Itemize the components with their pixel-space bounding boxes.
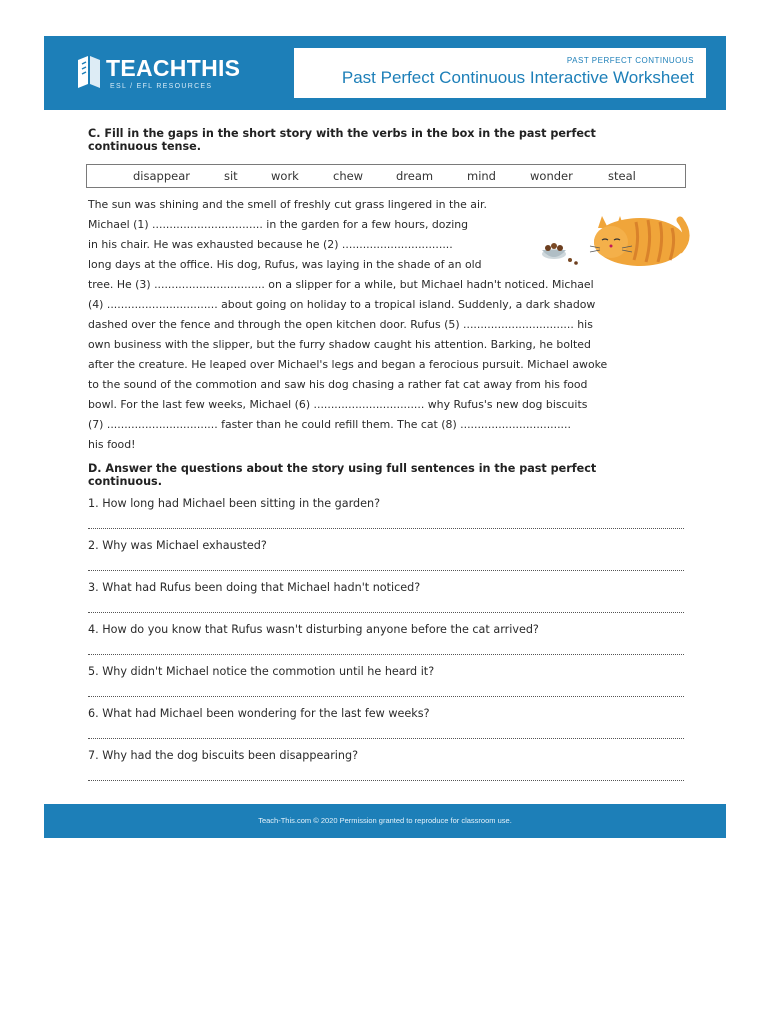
footer-copyright: Teach-This.com © 2020 Permission granted to reproduce for classroom use. (258, 816, 512, 825)
book-logo-icon (74, 54, 104, 90)
story-line: Michael (1) ................................ in the garden for a few hours, dozing (88, 218, 469, 231)
title-kicker: PAST PERFECT CONTINUOUS (566, 56, 694, 65)
worksheet-page (44, 36, 726, 838)
question-7: 7. Why had the dog biscuits been disappearing? (88, 749, 359, 762)
answer-line-5[interactable] (88, 696, 684, 697)
section-d-heading-line1: D. Answer the questions about the story using full sentences in the past perfect (88, 462, 597, 475)
story-line: (7) ................................ faster than he could refill them. The cat (8) ................................ (88, 418, 571, 431)
verb-chew: chew (333, 169, 364, 183)
question-1: 1. How long had Michael been sitting in the garden? (88, 497, 381, 510)
story-line: bowl. For the last few weeks, Michael (6) ................................ why Rufus's new dog biscuits (88, 398, 588, 411)
story-line: own business with the slipper, but the furry shadow caught his attention. Barking, he bolted (88, 338, 591, 351)
story-line: (4) ................................ about going on holiday to a tropical island. Suddenly, a dark shadow (88, 298, 596, 311)
verb-work: work (271, 169, 299, 183)
teachthis-logo[interactable] (64, 48, 242, 98)
verb-mind: mind (467, 169, 496, 183)
verb-dream: dream (396, 169, 434, 183)
story-line: his food! (88, 438, 136, 451)
page-title: Past Perfect Continuous Interactive Worksheet (341, 68, 694, 87)
answer-line-7[interactable] (88, 780, 684, 781)
verb-steal: steal (608, 169, 636, 183)
verb-box (86, 164, 686, 188)
question-4: 4. How do you know that Rufus wasn't disturbing anyone before the cat arrived? (88, 623, 539, 636)
question-5: 5. Why didn't Michael notice the commotion until he heard it? (88, 665, 435, 678)
answer-line-1[interactable] (88, 528, 684, 529)
title-box (294, 48, 706, 98)
story-line: dashed over the fence and through the open kitchen door. Rufus (5) ................................ his (88, 318, 593, 331)
story-line: long days at the office. His dog, Rufus, was laying in the shade of an old (88, 258, 482, 271)
story-line: in his chair. He was exhausted because he (2) ................................ (88, 238, 453, 251)
section-d-heading-line2: continuous. (88, 475, 162, 488)
question-6: 6. What had Michael been wondering for the last few weeks? (88, 707, 430, 720)
verb-wonder: wonder (530, 169, 573, 183)
header-band (44, 36, 726, 110)
cat-with-food-bowl-illustration (540, 200, 690, 276)
story-line: tree. He (3) ................................ on a slipper for a while, but Michael hadn't noticed. Michael (88, 278, 594, 291)
answer-line-4[interactable] (88, 654, 684, 655)
logo-tagline: ESL / EFL RESOURCES (110, 83, 213, 90)
section-c-heading-line2: continuous tense. (88, 140, 201, 153)
story-line: to the sound of the commotion and saw his dog chasing a rather fat cat away from his food (88, 378, 588, 391)
answer-line-6[interactable] (88, 738, 684, 739)
logo-name: TEACHTHIS (106, 55, 241, 81)
answer-line-2[interactable] (88, 570, 684, 571)
footer-band (44, 804, 726, 838)
section-c-heading-line1: C. Fill in the gaps in the short story with the verbs in the box in the past perfect (88, 127, 596, 140)
story-line: after the creature. He leaped over Michael's legs and began a ferocious pursuit. Michael awoke (88, 358, 608, 371)
verb-sit: sit (224, 169, 238, 183)
verb-disappear: disappear (133, 169, 190, 183)
answer-line-3[interactable] (88, 612, 684, 613)
question-3: 3. What had Rufus been doing that Michael hadn't noticed? (88, 581, 421, 594)
question-2: 2. Why was Michael exhausted? (88, 539, 267, 552)
story-line: The sun was shining and the smell of freshly cut grass lingered in the air. (88, 198, 487, 211)
